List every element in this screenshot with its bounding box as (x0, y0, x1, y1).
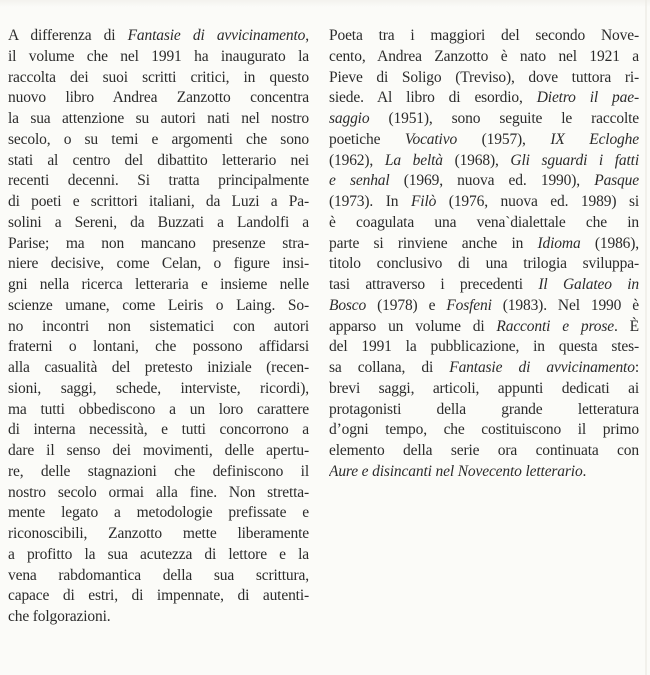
text-line (329, 68, 639, 89)
text-line (329, 275, 639, 296)
text-line (8, 192, 309, 213)
text-run: (1986), (580, 234, 639, 252)
text-run: (1969, nuova ed. 1990), (389, 172, 595, 190)
text-line (8, 483, 309, 504)
text-run: (1973). In (329, 193, 411, 210)
text-line (8, 379, 309, 400)
text-run: A differenza di (8, 27, 128, 44)
text-run: capace di estri, di impennate, di autenti- (8, 587, 309, 605)
text-line (8, 275, 309, 296)
text-line (329, 130, 639, 151)
text-line (8, 545, 309, 566)
text-line (8, 358, 309, 379)
text-run: di interna necessità, e tutti concorrono a (8, 421, 309, 439)
text-line (329, 462, 639, 483)
text-run: elemento della serie ora continuata con (329, 442, 639, 459)
book-title-italic: Pasque (594, 172, 639, 190)
text-run: , (305, 27, 309, 44)
text-run: recenti decenni. Si tratta principalmente (8, 172, 309, 190)
text-run: . (582, 462, 587, 480)
book-title-italic: Racconti e prose (496, 317, 614, 335)
book-title-italic: Idioma (537, 234, 581, 252)
text-line (329, 400, 639, 421)
text-line (8, 400, 309, 421)
text-run: Parise; ma non mancano presenze stra- (8, 234, 309, 252)
text-line (8, 317, 309, 338)
text-run: gni nella ricerca letteraria e insieme nelle (8, 276, 309, 293)
text-line (329, 420, 639, 441)
text-run: niere decisive, come Celan, o figure insi- (8, 255, 309, 273)
book-title-italic: IX Ecloghe (550, 130, 639, 148)
text-line (329, 213, 639, 234)
text-run: nuovo libro Andrea Zanzotto concentra (8, 89, 309, 107)
text-line (8, 26, 309, 47)
book-title-italic: Filò (410, 193, 437, 210)
text-line (329, 109, 639, 130)
text-column-right (329, 26, 639, 483)
text-line (8, 503, 309, 524)
text-line (8, 151, 309, 172)
text-line (8, 586, 309, 607)
text-line (329, 379, 639, 400)
text-run: : (634, 359, 639, 376)
text-line (8, 254, 309, 275)
text-run: parte si rinviene anche in (329, 234, 538, 252)
text-line (329, 151, 639, 172)
text-line (329, 26, 639, 47)
text-run: tasi attraverso i precedenti (329, 276, 539, 293)
text-run: alla casualità del pretesto iniziale (recen- (8, 359, 309, 376)
book-title-italic: saggio (329, 110, 370, 127)
text-line (8, 88, 309, 109)
text-run: d’ogni tempo, che costituiscono il primo (329, 421, 639, 439)
text-run: ma tutti obbediscono a un loro carattere (8, 400, 309, 418)
book-title-italic: Dietro il pae- (536, 89, 639, 107)
text-line (8, 234, 309, 255)
text-run: mente legato a metodologie prefissate e (8, 504, 309, 522)
text-run: sioni, saggi, schede, interviste, ricordi), (8, 379, 309, 397)
text-line (8, 420, 309, 441)
text-line (8, 47, 309, 68)
text-run: protagonisti della grande letteratura (329, 400, 639, 418)
text-column-left (8, 26, 309, 628)
text-line (329, 317, 639, 338)
text-line (8, 296, 309, 317)
text-line (8, 68, 309, 89)
text-line (8, 524, 309, 545)
text-run: fraterni o lontani, che possono affidarsi (8, 338, 309, 356)
text-line (8, 441, 309, 462)
text-run: Pieve di Soligo (Treviso), dove tuttora ri- (329, 68, 639, 86)
text-run: re, delle stagnazioni che definiscono il (8, 462, 309, 480)
text-line (329, 254, 639, 275)
text-run: a profitto la sua acutezza di lettore e la (8, 545, 309, 563)
text-run: sa collana, di (329, 359, 450, 376)
text-run: di poeti e scrittori italiani, da Luzi a Pa- (8, 193, 309, 210)
text-run: poetiche (329, 130, 405, 148)
text-line (329, 88, 639, 109)
text-run: la sua attenzione su autori nati nel nostro (8, 110, 309, 127)
text-run: solini a Sereni, da Buzzati a Landolfi a (8, 213, 309, 231)
book-title-italic: Fantasie di avvicinamento (127, 27, 306, 44)
text-line (8, 566, 309, 587)
text-run: il volume che nel 1991 ha inaugurato la (8, 47, 309, 65)
text-run: brevi saggi, articoli, appunti dedicati ai (329, 379, 639, 397)
text-run: (1983). Nel 1990 è (491, 296, 639, 314)
text-run: no incontri non sistematici con autori (8, 317, 309, 335)
text-run: (1957), (457, 130, 551, 148)
book-title-italic: Bosco (329, 296, 367, 314)
text-line (8, 337, 309, 358)
text-run: nostro secolo ormai alla fine. Non stretta- (8, 483, 309, 501)
scan-top-artifact (0, 0, 650, 7)
text-run: (1962), (329, 151, 385, 169)
book-title-italic: Aure e disincanti nel Novecento letterario (329, 462, 583, 480)
text-line (8, 462, 309, 483)
text-line (8, 130, 309, 151)
text-run: (1968), (442, 151, 511, 169)
text-line (8, 109, 309, 130)
text-line (329, 192, 639, 213)
book-title-italic: Fantasie di avvicinamento (449, 359, 635, 376)
text-run: Poeta tra i maggiori del secondo Nove- (329, 27, 639, 44)
book-title-italic: e senhal (329, 172, 390, 190)
text-line (329, 337, 639, 358)
text-line (8, 213, 309, 234)
text-run: vena rabdomantica della sua scrittura, (8, 566, 309, 584)
scan-edge-artifact (645, 0, 647, 675)
text-run: apparso un volume di (329, 317, 497, 335)
text-run: (1976, nuova ed. 1989) si (436, 193, 639, 210)
text-run: è coagulata una vena`dialettale che in (329, 213, 639, 231)
book-title-italic: Gli sguardi i fatti (510, 151, 639, 169)
text-run: siede. Al libro di esordio, (329, 89, 537, 107)
text-run: che folgorazioni. (8, 608, 111, 625)
text-run: (1951), sono seguite le raccolte (369, 110, 639, 127)
text-run: scienze umane, come Leiris o Laing. So- (8, 296, 309, 314)
book-title-italic: Fosfeni (446, 296, 492, 314)
text-run: riconoscibili, Zanzotto mette liberamente (8, 525, 309, 542)
text-line (329, 296, 639, 317)
text-run: titolo conclusivo di una trilogia sviluppa- (329, 255, 639, 273)
text-run: raccolta dei suoi scritti critici, in questo (8, 68, 309, 86)
text-run: del 1991 la pubblicazione, in questa stes- (329, 338, 639, 356)
text-line (329, 358, 639, 379)
text-line (329, 234, 639, 255)
text-line (8, 607, 309, 628)
book-title-italic: La beltà (384, 151, 443, 169)
text-line (329, 171, 639, 192)
text-run: dare il senso dei movimenti, delle apertu- (8, 442, 309, 459)
text-run: . È (614, 317, 639, 335)
book-title-italic: Il Galateo in (538, 276, 639, 293)
text-run: secolo, o su temi e argomenti che sono (8, 130, 309, 148)
text-line (329, 47, 639, 68)
book-title-italic: Vocativo (404, 130, 458, 148)
text-line (329, 441, 639, 462)
text-line (8, 171, 309, 192)
text-run: cento, Andrea Zanzotto è nato nel 1921 a (329, 47, 639, 65)
text-run: (1978) e (366, 296, 447, 314)
text-run: stati al centro del dibattito letterario nei (8, 151, 309, 169)
